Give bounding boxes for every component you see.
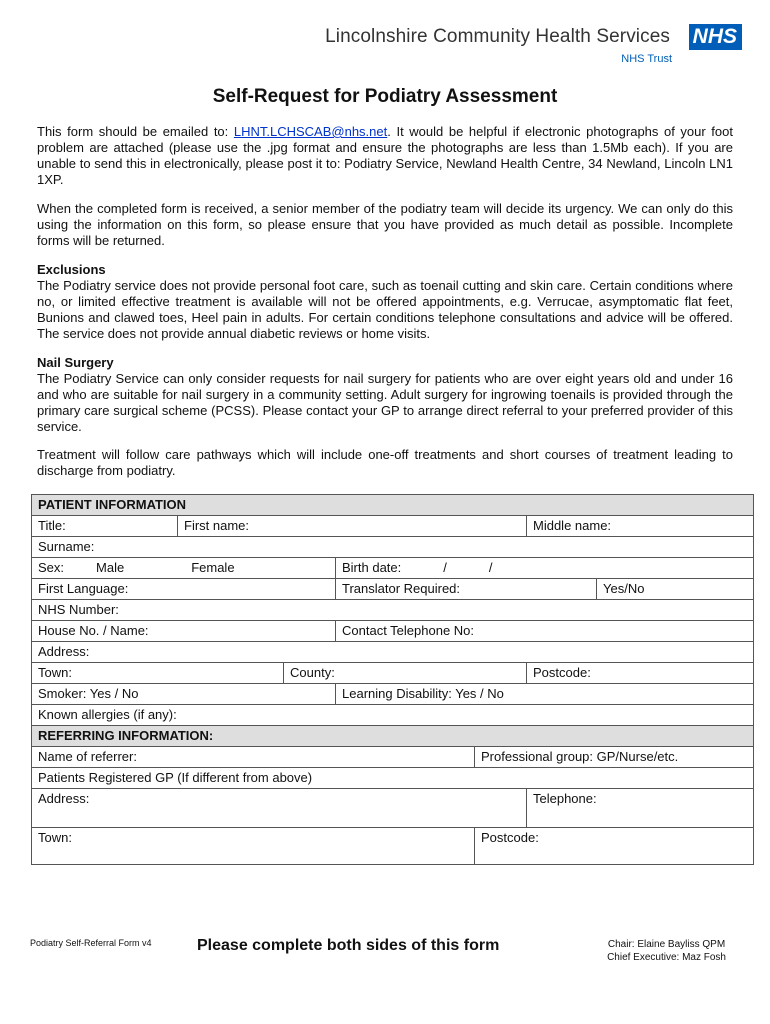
- birth-date-field[interactable]: [336, 558, 754, 579]
- sex-option-female[interactable]: Female: [191, 560, 235, 575]
- middle-name-field[interactable]: Middle name:: [527, 516, 754, 537]
- professional-group-field[interactable]: Professional group: GP/Nurse/etc.: [475, 747, 754, 768]
- nhs-trust-label: NHS Trust: [621, 53, 672, 65]
- birth-date-label: Birth date:: [342, 560, 402, 575]
- translator-yes-no-field[interactable]: Yes/No: [597, 579, 754, 600]
- smoker-field[interactable]: Smoker: Yes / No: [32, 684, 336, 705]
- date-separator: /: [443, 560, 447, 575]
- urgency-paragraph: When the completed form is received, a senior member of the podiatry team will decide its urgency. We can only do this using the information on this form, so please ensure that you have provided as much detail as possible. Incomplete forms will be returned.: [37, 201, 733, 248]
- exclusions-section: [37, 262, 733, 342]
- county-field[interactable]: County:: [284, 663, 527, 684]
- gp-address-field[interactable]: Address:: [32, 789, 527, 828]
- referrer-name-field[interactable]: Name of referrer:: [32, 747, 475, 768]
- gp-telephone-field[interactable]: Telephone:: [527, 789, 754, 828]
- intro-text-after: . It would be helpful if electronic photographs of your foot problem are attached (please use the .jpg format and ensure the photographs are less than 1.5Mb each). If you are unable to send this in electronically, please post it to: Podiatry Service, Newland Health Centre, 34 Newland, Lincoln LN1 1XP.: [37, 124, 733, 187]
- email-link[interactable]: LHNT.LCHSCAB@nhs.net: [233, 124, 388, 139]
- sex-field[interactable]: [32, 558, 336, 579]
- referring-info-heading: REFERRING INFORMATION:: [32, 726, 754, 747]
- nail-surgery-heading: Nail Surgery: [37, 355, 114, 370]
- intro-paragraph: [37, 124, 733, 188]
- trust-officers: [607, 938, 726, 964]
- page-title: Self-Request for Podiatry Assessment: [212, 86, 558, 107]
- intro-text-before: This form should be emailed to:: [37, 124, 234, 139]
- learning-disability-field[interactable]: Learning Disability: Yes / No: [336, 684, 754, 705]
- exclusions-text: The Podiatry service does not provide personal foot care, such as toenail cutting and skin care. Certain conditions where no, or limited effective treatment is available will not be offered appointments, e.g. Verrucae, asymptomatic flat feet, Bunions and clawed toes, Heel pain in adults. For certain conditions telephone consultations and advice will be offered. The service does not provide annual diabetic reviews or home visits.: [37, 278, 733, 341]
- nail-surgery-text: The Podiatry Service can only consider requests for nail surgery for patients who are over eight years old and under 16 and who are suitable for nail surgery in a community setting. Adult surgery for ingrowing toenails is provided through the primary care surgical scheme (PCSS). Please contact your GP to arrange direct referral to your preferred provider of this service.: [37, 371, 733, 434]
- sex-label: Sex:: [38, 560, 65, 575]
- house-name-field[interactable]: House No. / Name:: [32, 621, 336, 642]
- registered-gp-field[interactable]: Patients Registered GP (If different from above): [32, 768, 754, 789]
- chief-executive-name: Chief Executive: Maz Fosh: [607, 952, 726, 963]
- address-field[interactable]: Address:: [32, 642, 754, 663]
- town-field[interactable]: Town:: [32, 663, 284, 684]
- title-field[interactable]: Title:: [32, 516, 178, 537]
- contact-telephone-field[interactable]: Contact Telephone No:: [336, 621, 754, 642]
- nhs-number-field[interactable]: NHS Number:: [32, 600, 754, 621]
- exclusions-heading: Exclusions: [37, 262, 106, 277]
- gp-town-field[interactable]: Town:: [32, 828, 475, 865]
- translator-required-label: Translator Required:: [336, 579, 597, 600]
- patient-form-table: [31, 494, 754, 865]
- chair-name: Chair: Elaine Bayliss QPM: [607, 939, 726, 950]
- treatment-paragraph: Treatment will follow care pathways which will include one-off treatments and short courses of treatment leading to discharge from podiatry.: [37, 447, 733, 478]
- form-version: Podiatry Self-Referral Form v4: [30, 938, 152, 948]
- first-language-field[interactable]: First Language:: [32, 579, 336, 600]
- gp-postcode-field[interactable]: Postcode:: [475, 828, 754, 865]
- known-allergies-field[interactable]: Known allergies (if any):: [32, 705, 754, 726]
- postcode-field[interactable]: Postcode:: [527, 663, 754, 684]
- complete-both-sides-note: Please complete both sides of this form: [197, 937, 500, 954]
- organisation-name: Lincolnshire Community Health Services: [325, 26, 670, 47]
- surname-field[interactable]: Surname:: [32, 537, 754, 558]
- sex-option-male[interactable]: Male: [96, 560, 125, 575]
- nhs-logo: NHS: [689, 24, 742, 50]
- nail-surgery-section: [37, 355, 733, 435]
- first-name-field[interactable]: First name:: [178, 516, 527, 537]
- date-separator: /: [488, 560, 493, 575]
- patient-info-heading: PATIENT INFORMATION: [32, 495, 754, 516]
